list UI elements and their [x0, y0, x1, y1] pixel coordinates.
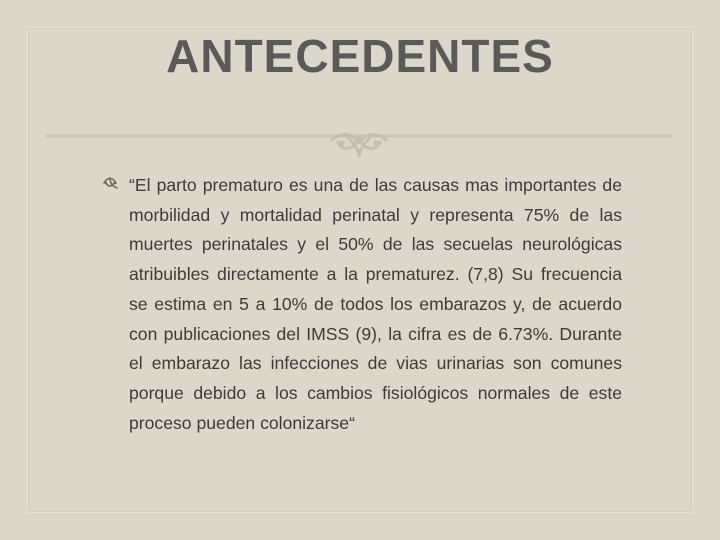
- slide-title: ANTECEDENTES: [166, 30, 554, 82]
- slide-content: [102, 171, 622, 471]
- title-divider: [46, 126, 672, 166]
- fleuron-bullet-icon: [102, 174, 120, 192]
- flourish-divider-icon: [46, 126, 672, 166]
- body-paragraph: “El parto prematuro es una de las causas mas importantes de morbilidad y mortalidad perinatal y representa 75% de las muertes perinatales y el 50% de las secuelas neurológicas atribuibles directamente a la prematurez. (7,8) Su frecuencia se estima en 5 a 10% de todos los embarazos y, de acuerdo con publicaciones del IMSS (9), la cifra es de 6.73%. Durante el embarazo las infecciones de vias urinarias son comunes porque debido a los cambios fisiológicos normales de este proceso pueden colonizarse“: [129, 175, 622, 433]
